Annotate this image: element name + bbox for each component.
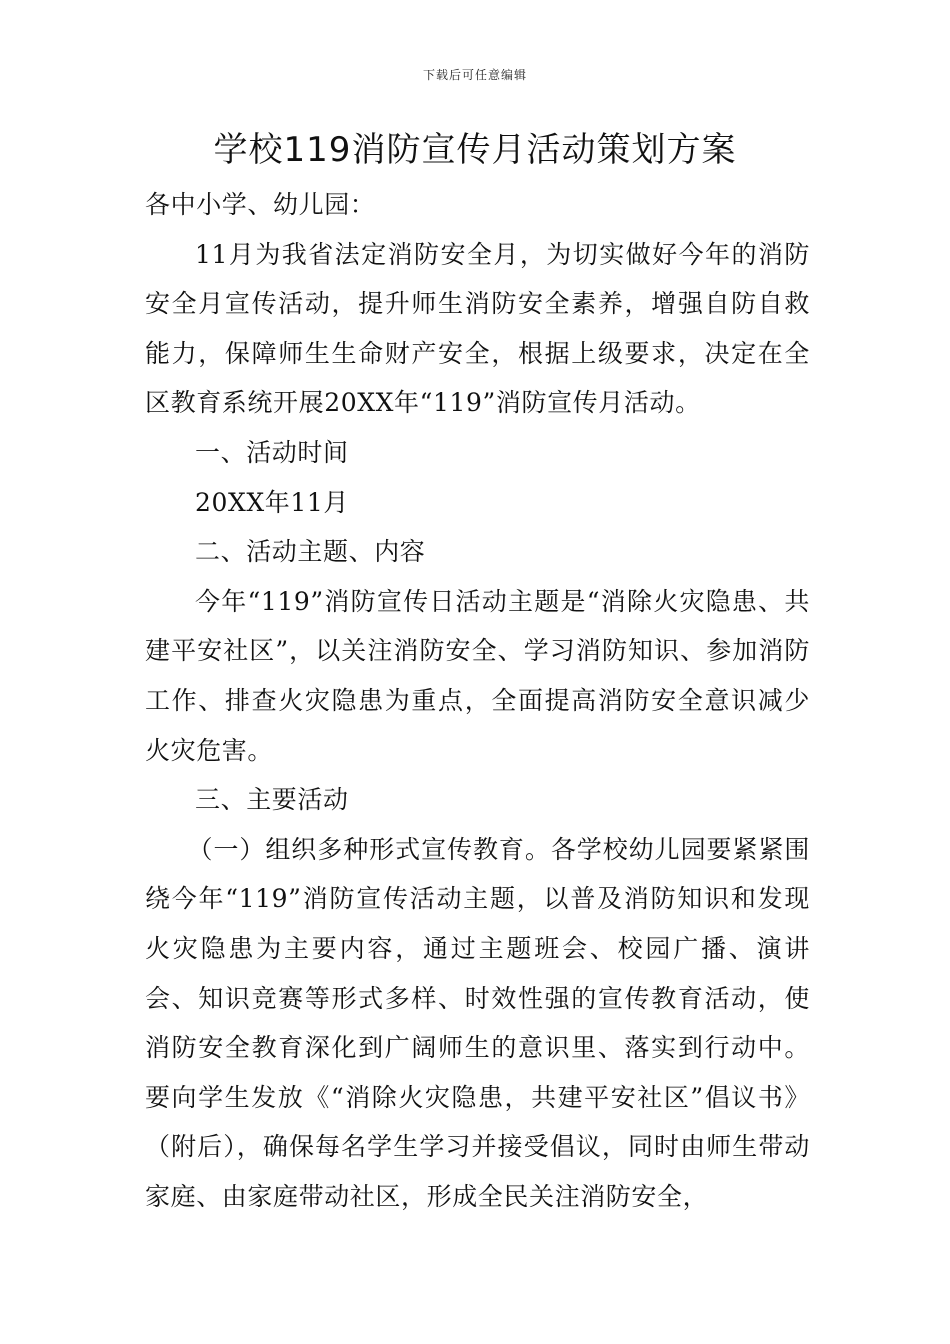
salutation: 各中小学、幼儿园：	[145, 190, 376, 219]
header-note: 下载后可任意编辑	[422, 68, 527, 82]
intro-paragraph: 11月为我省法定消防安全月，为切实做好今年的消防安全月宣传活动，提升师生消防安全素养，增强自防自救能力，保障师生生命财产安全，根据上级要求，决定在全区教育系统开展20XX年“119”消防宣传月活动。	[145, 239, 810, 418]
document-body	[145, 180, 810, 1221]
section1-body: 20XX年11月	[195, 487, 350, 517]
section2-heading: 二、活动主题、内容	[195, 537, 426, 567]
section2-body: 今年“119”消防宣传日活动主题是“消除火灾隐患、共建平安社区”，以关注消防安全、学习消防知识、参加消防工作、排查火灾隐患为重点，全面提高消防安全意识减少火灾危害。	[145, 586, 810, 765]
section3-item1: （一）组织多种形式宣传教育。各学校幼儿园要紧紧围绕今年“119”消防宣传活动主题，以普及消防知识和发现火灾隐患为主要内容，通过主题班会、校园广播、演讲会、知识竞赛等形式多样、时效性强的宣传教育活动，使消防安全教育深化到广阔师生的意识里、落实到行动中。要向学生发放《“消除火灾隐患，共建平安社区”倡议书》（附后），确保每名学生学习并接受倡议，同时由师生带动家庭、由家庭带动社区，形成全民关注消防安全，	[145, 834, 810, 1211]
section3-heading: 三、主要活动	[195, 785, 349, 815]
document-title: 学校119消防宣传月活动策划方案	[213, 130, 737, 170]
section1-heading: 一、活动时间	[195, 437, 349, 467]
